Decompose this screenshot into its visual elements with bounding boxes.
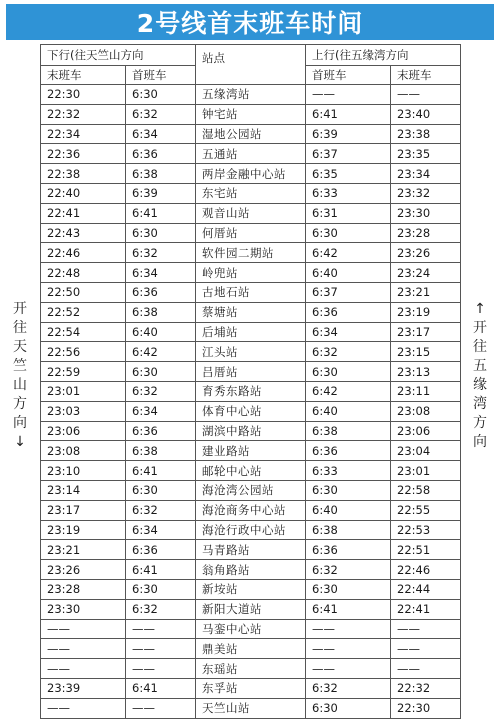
up-last-time: 23:06 [391, 421, 461, 441]
up-last-time: 22:32 [391, 678, 461, 698]
up-last-time: 23:24 [391, 263, 461, 283]
right-direction-char: 缘 [473, 377, 487, 393]
left-direction-char: 天 [13, 339, 27, 355]
station-name: 湿地公园站 [196, 124, 306, 144]
right-direction-label [469, 300, 491, 452]
up-last-time: 23:13 [391, 362, 461, 382]
right-direction-char: 五 [473, 358, 487, 374]
down-last-time: 22:46 [41, 243, 126, 263]
station-name: 新阳大道站 [196, 599, 306, 619]
schedule-table [40, 44, 461, 719]
right-direction-char: 往 [473, 339, 487, 355]
right-direction-char: 湾 [473, 396, 487, 412]
left-direction-char: ↓ [14, 434, 26, 450]
down-first-time: 6:40 [126, 322, 196, 342]
table-row [41, 599, 461, 619]
up-last-time: 22:44 [391, 579, 461, 599]
station-name: 邮轮中心站 [196, 461, 306, 481]
table-row [41, 104, 461, 124]
down-first-time: 6:30 [126, 362, 196, 382]
down-last-time: 23:08 [41, 441, 126, 461]
station-name: 东孚站 [196, 678, 306, 698]
station-name: 江头站 [196, 342, 306, 362]
down-first-time: 6:34 [126, 263, 196, 283]
station-name: 后埔站 [196, 322, 306, 342]
left-direction-char: 向 [13, 415, 27, 431]
down-first-time: 6:41 [126, 203, 196, 223]
up-last-time: 23:17 [391, 322, 461, 342]
station-name: 新垵站 [196, 579, 306, 599]
down-first-time: 6:41 [126, 678, 196, 698]
header-direction-row [41, 45, 461, 66]
up-first-time: 6:36 [306, 441, 391, 461]
table-row [41, 520, 461, 540]
down-first-time: —— [126, 659, 196, 679]
down-last-time: 22:32 [41, 104, 126, 124]
station-name: 海沧商务中心站 [196, 500, 306, 520]
down-last-time: 22:38 [41, 164, 126, 184]
up-last-time: 23:26 [391, 243, 461, 263]
down-first-time: —— [126, 639, 196, 659]
down-last-time: 22:48 [41, 263, 126, 283]
up-first-time: —— [306, 619, 391, 639]
down-first-time: 6:32 [126, 381, 196, 401]
up-last-time: 22:55 [391, 500, 461, 520]
up-first-time: 6:38 [306, 520, 391, 540]
up-last-time: 22:58 [391, 480, 461, 500]
down-first-time: 6:30 [126, 579, 196, 599]
table-row [41, 223, 461, 243]
up-last-time: 22:41 [391, 599, 461, 619]
table-row [41, 124, 461, 144]
up-first-time: 6:30 [306, 579, 391, 599]
up-first-time: 6:30 [306, 223, 391, 243]
up-first-time: 6:40 [306, 500, 391, 520]
up-last-time: 23:35 [391, 144, 461, 164]
header-up-first: 首班车 [306, 66, 391, 85]
down-first-time: 6:32 [126, 104, 196, 124]
down-last-time: 23:17 [41, 500, 126, 520]
down-last-time: 23:14 [41, 480, 126, 500]
down-last-time: 23:03 [41, 401, 126, 421]
up-first-time: —— [306, 659, 391, 679]
up-first-time: 6:33 [306, 461, 391, 481]
up-first-time: 6:30 [306, 480, 391, 500]
down-first-time: 6:36 [126, 540, 196, 560]
up-last-time: 23:04 [391, 441, 461, 461]
down-first-time: 6:38 [126, 302, 196, 322]
table-row [41, 164, 461, 184]
up-last-time: —— [391, 619, 461, 639]
up-first-time: 6:32 [306, 678, 391, 698]
down-last-time: 23:01 [41, 381, 126, 401]
page-title: 2号线首末班车时间 [136, 9, 364, 38]
table-row [41, 619, 461, 639]
up-last-time: —— [391, 639, 461, 659]
schedule-body [41, 85, 461, 719]
down-last-time: 22:43 [41, 223, 126, 243]
up-last-time: 23:32 [391, 183, 461, 203]
header-down-first: 首班车 [126, 66, 196, 85]
down-last-time: 22:30 [41, 85, 126, 105]
up-first-time: 6:38 [306, 421, 391, 441]
up-first-time: 6:40 [306, 263, 391, 283]
up-first-time: 6:30 [306, 698, 391, 718]
up-first-time: 6:32 [306, 342, 391, 362]
down-last-time: 22:40 [41, 183, 126, 203]
down-first-time: 6:30 [126, 223, 196, 243]
down-first-time: 6:36 [126, 421, 196, 441]
table-row [41, 85, 461, 105]
up-first-time: 6:33 [306, 183, 391, 203]
header-up-direction: 上行(往五缘湾方向 [306, 45, 461, 66]
table-row [41, 480, 461, 500]
down-first-time: 6:41 [126, 560, 196, 580]
up-last-time: 23:01 [391, 461, 461, 481]
up-first-time: 6:42 [306, 381, 391, 401]
down-first-time: 6:34 [126, 124, 196, 144]
left-direction-char: 往 [13, 320, 27, 336]
table-row [41, 441, 461, 461]
station-name: 鼎美站 [196, 639, 306, 659]
up-first-time: —— [306, 639, 391, 659]
up-first-time: 6:35 [306, 164, 391, 184]
table-row [41, 381, 461, 401]
up-last-time: 23:34 [391, 164, 461, 184]
station-name: 体育中心站 [196, 401, 306, 421]
table-row [41, 579, 461, 599]
up-first-time: 6:37 [306, 144, 391, 164]
up-first-time: 6:32 [306, 560, 391, 580]
down-first-time: 6:41 [126, 461, 196, 481]
right-direction-char: 方 [473, 415, 487, 431]
up-last-time: 22:30 [391, 698, 461, 718]
station-name: 海沧湾公园站 [196, 480, 306, 500]
up-first-time: 6:34 [306, 322, 391, 342]
down-last-time: 23:26 [41, 560, 126, 580]
down-last-time: 23:30 [41, 599, 126, 619]
up-first-time: 6:41 [306, 104, 391, 124]
down-first-time: 6:32 [126, 243, 196, 263]
down-last-time: 22:36 [41, 144, 126, 164]
table-row [41, 659, 461, 679]
up-last-time: 23:08 [391, 401, 461, 421]
station-name: 马銮中心站 [196, 619, 306, 639]
table-row [41, 540, 461, 560]
header-station: 站点 [196, 45, 306, 85]
table-row [41, 322, 461, 342]
down-first-time: 6:36 [126, 282, 196, 302]
down-first-time: 6:30 [126, 480, 196, 500]
down-first-time: 6:34 [126, 520, 196, 540]
up-first-time: 6:42 [306, 243, 391, 263]
up-last-time: 22:51 [391, 540, 461, 560]
station-name: 东瑶站 [196, 659, 306, 679]
table-row [41, 362, 461, 382]
station-name: 翁角路站 [196, 560, 306, 580]
station-name: 海沧行政中心站 [196, 520, 306, 540]
station-name: 何厝站 [196, 223, 306, 243]
left-direction-char: 开 [13, 301, 27, 317]
table-row [41, 243, 461, 263]
down-first-time: —— [126, 619, 196, 639]
table-row [41, 263, 461, 283]
down-last-time: 23:06 [41, 421, 126, 441]
table-row [41, 282, 461, 302]
down-first-time: 6:30 [126, 85, 196, 105]
up-last-time: 22:53 [391, 520, 461, 540]
down-last-time: —— [41, 698, 126, 718]
left-direction-char: 竺 [13, 358, 27, 374]
station-name: 两岸金融中心站 [196, 164, 306, 184]
left-direction-char: 山 [13, 377, 27, 393]
up-last-time: —— [391, 659, 461, 679]
up-first-time: 6:30 [306, 362, 391, 382]
title-banner [6, 4, 494, 40]
up-first-time: 6:36 [306, 302, 391, 322]
left-direction-char: 方 [13, 396, 27, 412]
down-first-time: 6:42 [126, 342, 196, 362]
down-last-time: 22:41 [41, 203, 126, 223]
down-first-time: 6:34 [126, 401, 196, 421]
down-first-time: 6:39 [126, 183, 196, 203]
up-last-time: 23:30 [391, 203, 461, 223]
down-last-time: 22:34 [41, 124, 126, 144]
header-down-last: 末班车 [41, 66, 126, 85]
down-last-time: 22:50 [41, 282, 126, 302]
down-first-time: 6:38 [126, 441, 196, 461]
up-last-time: 23:11 [391, 381, 461, 401]
up-first-time: 6:39 [306, 124, 391, 144]
station-name: 建业路站 [196, 441, 306, 461]
station-name: 古地石站 [196, 282, 306, 302]
up-first-time: 6:37 [306, 282, 391, 302]
station-name: 岭兜站 [196, 263, 306, 283]
table-row [41, 401, 461, 421]
table-row [41, 302, 461, 322]
table-row [41, 500, 461, 520]
table-row [41, 183, 461, 203]
table-row [41, 639, 461, 659]
up-last-time: 23:28 [391, 223, 461, 243]
station-name: 天竺山站 [196, 698, 306, 718]
down-first-time: 6:32 [126, 500, 196, 520]
station-name: 马青路站 [196, 540, 306, 560]
up-last-time: —— [391, 85, 461, 105]
up-last-time: 23:21 [391, 282, 461, 302]
right-direction-char: 向 [473, 434, 487, 450]
header-up-last: 末班车 [391, 66, 461, 85]
up-first-time: 6:40 [306, 401, 391, 421]
station-name: 吕厝站 [196, 362, 306, 382]
up-last-time: 23:19 [391, 302, 461, 322]
table-row [41, 461, 461, 481]
down-last-time: 23:19 [41, 520, 126, 540]
station-name: 湖滨中路站 [196, 421, 306, 441]
table-row [41, 698, 461, 718]
station-name: 五缘湾站 [196, 85, 306, 105]
down-first-time: 6:32 [126, 599, 196, 619]
station-name: 五通站 [196, 144, 306, 164]
up-first-time: 6:41 [306, 599, 391, 619]
down-last-time: 22:52 [41, 302, 126, 322]
table-row [41, 342, 461, 362]
down-last-time: 22:59 [41, 362, 126, 382]
up-first-time: 6:36 [306, 540, 391, 560]
station-name: 蔡塘站 [196, 302, 306, 322]
up-last-time: 23:40 [391, 104, 461, 124]
up-first-time: 6:31 [306, 203, 391, 223]
down-first-time: 6:36 [126, 144, 196, 164]
down-first-time: 6:38 [126, 164, 196, 184]
right-direction-char: ↑ [474, 301, 486, 317]
table-row [41, 678, 461, 698]
down-last-time: 23:21 [41, 540, 126, 560]
station-name: 观音山站 [196, 203, 306, 223]
station-name: 育秀东路站 [196, 381, 306, 401]
table-row [41, 421, 461, 441]
down-last-time: 22:56 [41, 342, 126, 362]
table-row [41, 203, 461, 223]
header-down-direction: 下行(往天竺山方向 [41, 45, 196, 66]
station-name: 东宅站 [196, 183, 306, 203]
down-first-time: —— [126, 698, 196, 718]
down-last-time: 23:39 [41, 678, 126, 698]
down-last-time: 22:54 [41, 322, 126, 342]
table-row [41, 144, 461, 164]
down-last-time: 23:28 [41, 579, 126, 599]
down-last-time: —— [41, 619, 126, 639]
down-last-time: 23:10 [41, 461, 126, 481]
up-last-time: 23:38 [391, 124, 461, 144]
station-name: 钟宅站 [196, 104, 306, 124]
table-row [41, 560, 461, 580]
left-direction-label [9, 300, 31, 452]
up-first-time: —— [306, 85, 391, 105]
station-name: 软件园二期站 [196, 243, 306, 263]
up-last-time: 23:15 [391, 342, 461, 362]
down-last-time: —— [41, 659, 126, 679]
right-direction-char: 开 [473, 320, 487, 336]
up-last-time: 22:46 [391, 560, 461, 580]
down-last-time: —— [41, 639, 126, 659]
